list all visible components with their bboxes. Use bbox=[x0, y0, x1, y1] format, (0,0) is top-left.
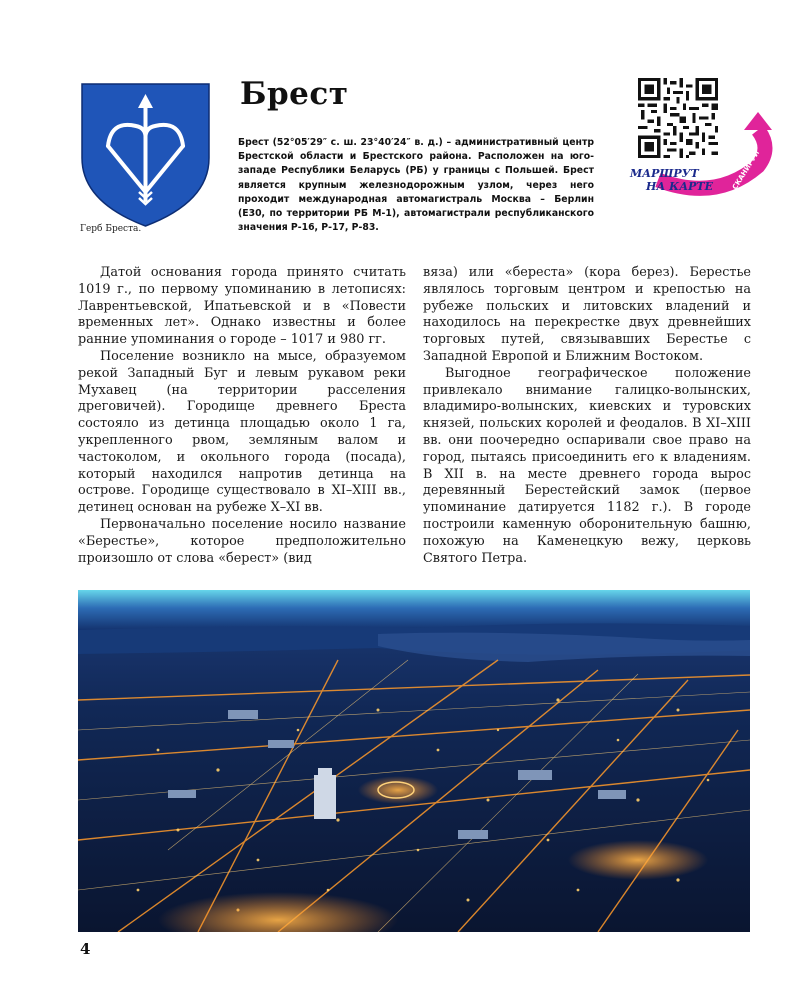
route-label-line2: НА КАРТЕ bbox=[646, 180, 713, 193]
scan-label: СКАНИРУЙ bbox=[730, 149, 762, 192]
coat-of-arms-caption: Герб Бреста. bbox=[80, 224, 142, 234]
brest-night-aerial-photo bbox=[78, 590, 750, 932]
paragraph: Датой основания города принято считать 1019 г., по первому упоминанию в летописях: Лаврентьевской, Ипатьевской и в «Повести временных лет». Однако известны и более ранние упоминания о городе – 1017 и 980 гг. bbox=[78, 265, 406, 348]
coat-of-arms-image bbox=[78, 80, 213, 230]
curved-arrow-icon bbox=[626, 108, 776, 208]
page-title: Брест bbox=[240, 76, 349, 112]
paragraph: Первоначально поселение носило название «Берестье», которое предположительно произошло от слова «берест» (вид bbox=[78, 516, 406, 566]
paragraph: Поселение возникло на мысе, образуемом рекой Западный Буг и левым рукавом реки Мухавец (на территории расселения дреговичей). Городище древнего Бреста состояло из детинца площадью около 1 га, укрепленного рвом, земляным валом и частоколом, и окольного города (посада), который находился напротив детинца на острове. Городище существовало в XI–XIII вв., детинец основан на рубеже X–XI вв. bbox=[78, 348, 406, 516]
intro-paragraph: Брест (52°05′29″ с. ш. 23°40′24″ в. д.) – административный центр Брестской области и Брестского района. Расположен на юго-западе Республики Беларусь (РБ) у границы с Польшей. Брест является крупным железнодорожным узлом, через него проходит международная автомагистраль Москва – Берлин (E30, по территории РБ М-1), автомагистрали республиканского значения Р-16, Р-17, Р-83. bbox=[238, 137, 594, 234]
route-label-line1: МАРШРУТ bbox=[630, 167, 699, 180]
map-route-badge[interactable] bbox=[626, 108, 776, 208]
page-number: 4 bbox=[80, 940, 91, 958]
paragraph: вяза) или «береста» (кора берез). Берестье являлось торговым центром и крепостью на рубеже польских и литовских владений и находилось на перекрестке двух древнейших торговых путей, связывавших Берестье с Западной Европой и Ближним Востоком. bbox=[423, 265, 751, 364]
paragraph: Выгодное географическое положение привлекало внимание галицко-волынских, владимиро-волынских, киевских и туровских князей, польских королей и феодалов. В XI–XIII вв. они поочередно оспаривали свое право на город, пытаясь присоединить его к владениям. В XII в. на месте древнего города вырос деревянный Берестейский замок (первое упоминание датируется 1182 г.). В городе построили каменную оборонительную башню, похожую на Каменецкую вежу, церковь Святого Петра. bbox=[423, 365, 751, 566]
text-column-left bbox=[78, 265, 406, 567]
text-column-right bbox=[423, 265, 751, 567]
